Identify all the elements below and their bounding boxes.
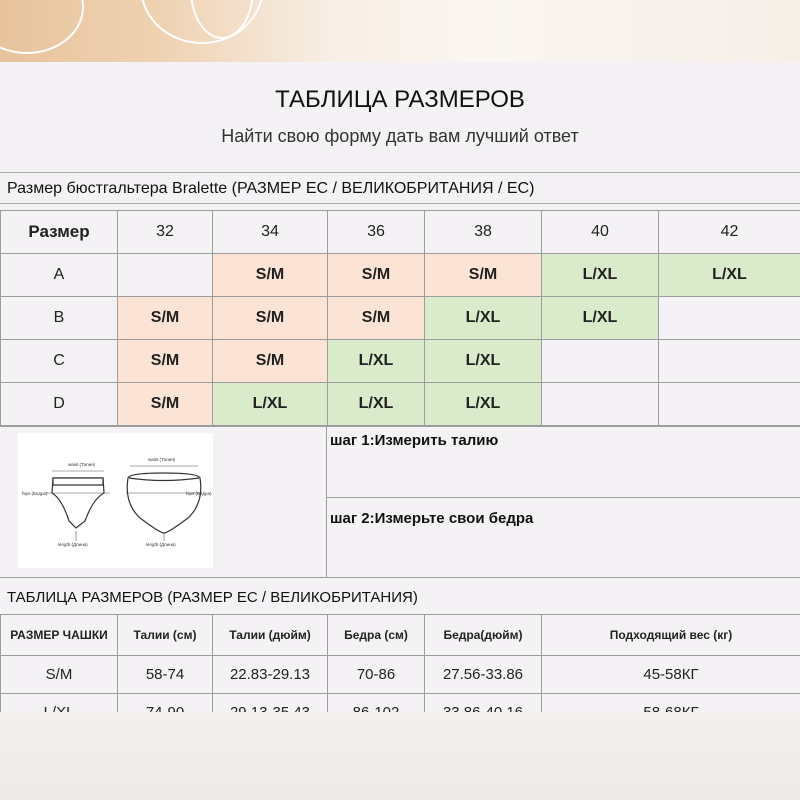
page-subtitle: Найти свою форму дать вам лучший ответ: [221, 126, 579, 146]
panties-measurement-illustration: [18, 433, 213, 568]
table-cell: S/M: [118, 383, 213, 426]
table-cell: A: [1, 254, 118, 297]
table-cell: L/XL: [328, 383, 425, 426]
table-cell: L/XL: [542, 297, 659, 340]
table-header-cell: Талии (см): [118, 615, 213, 656]
table-cell: 70-86: [328, 656, 425, 694]
table-cell: S/M: [213, 297, 328, 340]
table-cell: 45-58КГ: [542, 656, 800, 694]
bra-table-caption: Размер бюстгальтера Bralette (РАЗМЕР ЕС / ВЕЛИКОБРИТАНИЯ / ЕС): [0, 172, 800, 204]
table-cell: S/M: [328, 297, 425, 340]
table-cell: S/M: [1, 656, 118, 694]
table-cell: [659, 340, 800, 383]
table-cell: L/XL: [328, 340, 425, 383]
table-cell: L/XL: [542, 254, 659, 297]
table-row: [1, 383, 800, 426]
divider: [326, 497, 800, 498]
table-header-cell: 34: [213, 211, 328, 254]
step-1-text: шаг 1:Измерить талию: [330, 432, 499, 449]
table-cell: S/M: [213, 340, 328, 383]
table-header-row: [1, 615, 800, 656]
table-cell: S/M: [425, 254, 542, 297]
table-cell: [118, 254, 213, 297]
table-cell: L/XL: [213, 383, 328, 426]
table-header-cell: Бедра(дюйм): [425, 615, 542, 656]
table-header-cell: РАЗМЕР ЧАШКИ: [1, 615, 118, 656]
top-photo-strip: [0, 0, 800, 62]
table-header-cell: 36: [328, 211, 425, 254]
hips-label-left: hips (Бедра): [22, 491, 48, 496]
table-header-row: [1, 211, 800, 254]
table-row: [1, 297, 800, 340]
size-chart-sheet: [0, 62, 800, 712]
divider: [326, 427, 327, 577]
table-header-cell: Бедра (см): [328, 615, 425, 656]
hips-label-right: hips (Бедра): [186, 491, 212, 496]
table-cell: [542, 383, 659, 426]
table-cell: 58-74: [118, 656, 213, 694]
table-cell: S/M: [328, 254, 425, 297]
table-header-cell: Подходящий вес (кг): [542, 615, 800, 656]
table-cell: D: [1, 383, 118, 426]
table-row: [1, 254, 800, 297]
page-title: ТАБЛИЦА РАЗМЕРОВ: [275, 86, 525, 113]
table-cell: S/M: [118, 297, 213, 340]
step-2-text: шаг 2:Измерьте свои бедра: [330, 510, 534, 527]
table-cell: L/XL: [425, 340, 542, 383]
length-label-right: length (Длина): [146, 542, 176, 547]
table-cell: L/XL: [659, 254, 800, 297]
table-header-cell: 40: [542, 211, 659, 254]
panties-diagram: [18, 433, 213, 568]
decorative-cord: [0, 0, 84, 54]
table-cell: [542, 340, 659, 383]
table-row: [1, 656, 800, 694]
waist-label-left: waist (Талия): [68, 462, 96, 467]
table-cell: B: [1, 297, 118, 340]
length-label-left: length (Длина): [58, 542, 88, 547]
table-row: [1, 340, 800, 383]
table-header-cell: 32: [118, 211, 213, 254]
bottom-background: [0, 712, 800, 800]
table-header-cell: Талии (дюйм): [213, 615, 328, 656]
table-header-cell: 38: [425, 211, 542, 254]
table-cell: S/M: [118, 340, 213, 383]
table-header-cell: 42: [659, 211, 800, 254]
table-cell: 27.56-33.86: [425, 656, 542, 694]
measurement-section: [0, 426, 800, 578]
waist-label-right: waist (Талия): [148, 457, 176, 462]
bra-size-table: [0, 210, 800, 426]
table-cell: S/M: [213, 254, 328, 297]
table-cell: 22.83-29.13: [213, 656, 328, 694]
table-cell: [659, 383, 800, 426]
size-table-caption: ТАБЛИЦА РАЗМЕРОВ (РАЗМЕР ЕС / ВЕЛИКОБРИТАНИЯ): [7, 589, 418, 606]
table-header-cell: Размер: [1, 211, 118, 254]
table-cell: [659, 297, 800, 340]
table-cell: L/XL: [425, 297, 542, 340]
table-cell: L/XL: [425, 383, 542, 426]
table-cell: C: [1, 340, 118, 383]
